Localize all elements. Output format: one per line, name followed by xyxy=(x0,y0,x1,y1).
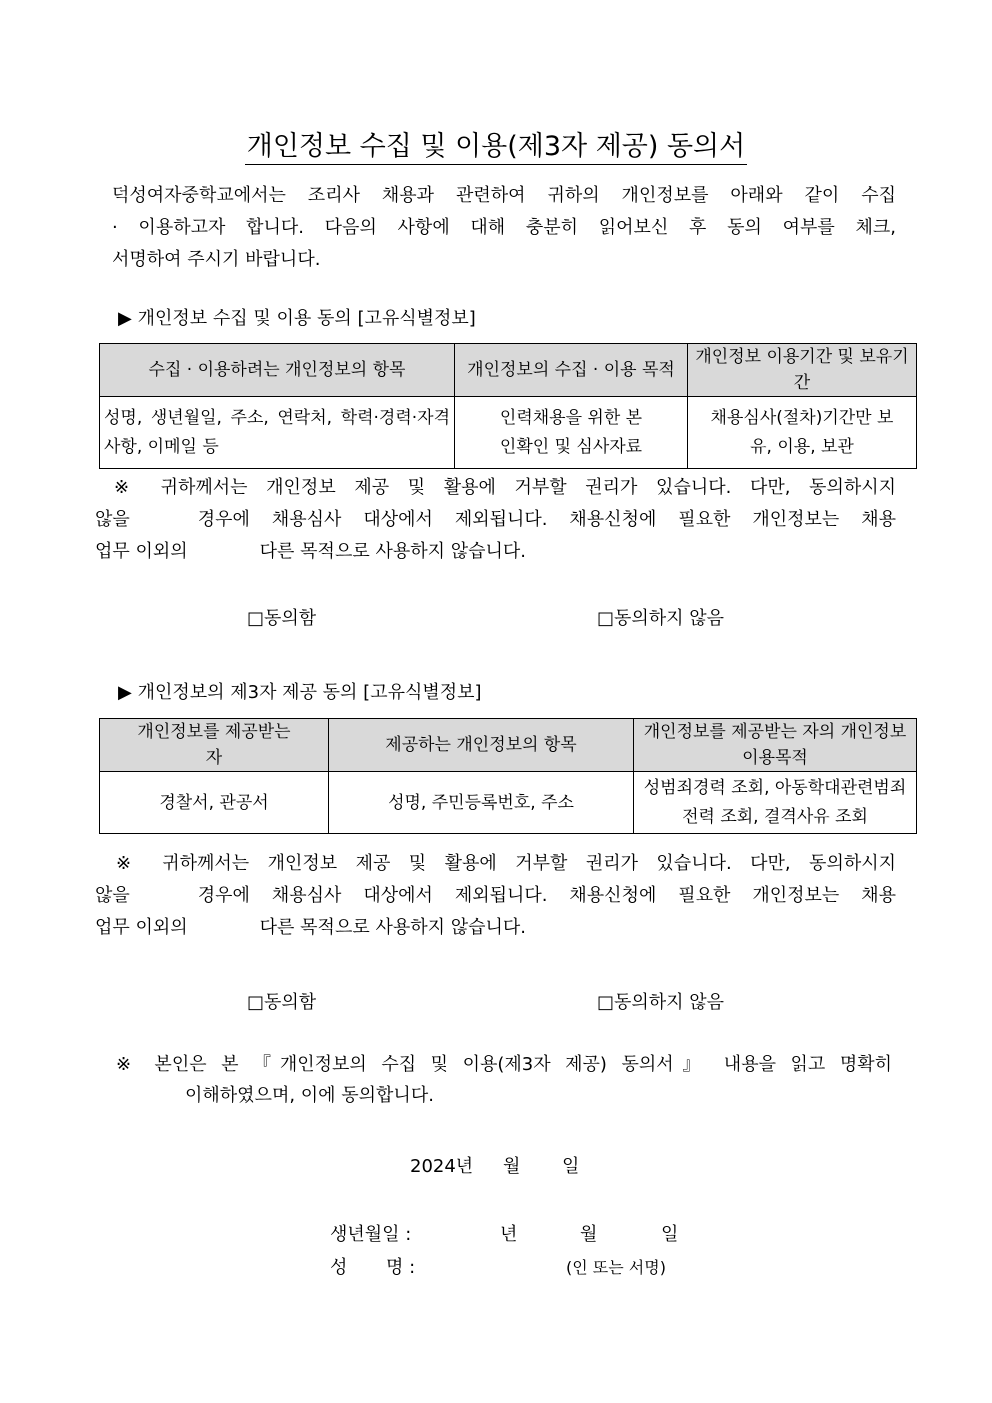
notice2-line-2: 않을 경우에 채용심사 대상에서 제외됩니다. 채용신청에 필요한 개인정보는 채용 xyxy=(95,885,896,906)
section2-disagree-checkbox[interactable]: □동의하지 않음 xyxy=(597,992,725,1013)
birth-year-field[interactable]: 년 xyxy=(500,1224,518,1245)
header-period: 개인정보 이용기간 및 보유기간 xyxy=(688,344,917,397)
notice1-line-2: 않을 경우에 채용심사 대상에서 제외됩니다. 채용신청에 필요한 개인정보는 채용 xyxy=(95,509,896,530)
page-title: 개인정보 수집 및 이용(제3자 제공) 동의서 xyxy=(0,124,992,163)
header-recipient-purpose: 개인정보를 제공받는 자의 개인정보 이용목적 xyxy=(634,719,917,772)
cell-recipient: 경찰서, 관공서 xyxy=(100,772,329,834)
birth-month-field[interactable]: 월 xyxy=(580,1224,598,1245)
collection-table xyxy=(99,343,917,469)
intro-line-3: 서명하여 주시기 바랍니다. xyxy=(112,249,321,270)
birth-day-field[interactable]: 일 xyxy=(661,1224,679,1245)
cell-items: 성명, 생년월일, 주소, 연락처, 학력·경력·자격사항, 이메일 등 xyxy=(100,397,455,469)
header-provided-items: 제공하는 개인정보의 항목 xyxy=(329,719,634,772)
header-items: 수집 · 이용하려는 개인정보의 항목 xyxy=(100,344,455,397)
section2-agree-checkbox[interactable]: □동의함 xyxy=(247,992,317,1013)
signature-field[interactable]: (인 또는 서명) xyxy=(566,1258,666,1277)
notice1-line-3: 업무 이외의 다른 목적으로 사용하지 않습니다. xyxy=(95,541,526,562)
notice2-line-3: 업무 이외의 다른 목적으로 사용하지 않습니다. xyxy=(95,917,526,938)
name-label-2: 명 : xyxy=(386,1257,416,1278)
name-label-1: 성 xyxy=(330,1257,348,1278)
cell-period: 채용심사(절차)기간만 보유, 이용, 보관 xyxy=(688,397,917,469)
header-purpose: 개인정보의 수집 · 이용 목적 xyxy=(455,344,688,397)
confirmation-line-2: 이해하였으며, 이에 동의합니다. xyxy=(185,1085,434,1106)
header-recipient: 개인정보를 제공받는자 xyxy=(100,719,329,772)
notice2-line-1: ※ 귀하께서는 개인정보 제공 및 활용에 거부할 권리가 있습니다. 다만, 동의하시지 xyxy=(116,853,896,874)
cell-provided-items: 성명, 주민등록번호, 주소 xyxy=(329,772,634,834)
birth-label: 생년월일 : xyxy=(330,1224,412,1245)
cell-recipient-purpose: 성범죄경력 조회, 아동학대관련범죄 전력 조회, 결격사유 조회 xyxy=(634,772,917,834)
intro-line-1: 덕성여자중학교에서는 조리사 채용과 관련하여 귀하의 개인정보를 아래와 같이 수집 xyxy=(112,185,896,206)
section1-heading: ▶ 개인정보 수집 및 이용 동의 [고유식별정보] xyxy=(118,308,476,329)
section2-heading: ▶ 개인정보의 제3자 제공 동의 [고유식별정보] xyxy=(118,682,482,703)
section1-agree-checkbox[interactable]: □동의함 xyxy=(247,608,317,629)
third-party-table xyxy=(99,718,917,834)
date-year: 2024년 xyxy=(410,1156,474,1177)
section1-disagree-checkbox[interactable]: □동의하지 않음 xyxy=(597,608,725,629)
notice1-line-1: ※ 귀하께서는 개인정보 제공 및 활용에 거부할 권리가 있습니다. 다만, 동의하시지 xyxy=(114,477,896,498)
date-day: 일 xyxy=(562,1156,580,1177)
confirmation-line-1: ※ 본인은 본 『개인정보의 수집 및 이용(제3자 제공) 동의서』 내용을 읽고 명확히 xyxy=(116,1054,892,1075)
date-month: 월 xyxy=(503,1156,521,1177)
intro-line-2: · 이용하고자 합니다. 다음의 사항에 대해 충분히 읽어보신 후 동의 여부를 체크, xyxy=(112,217,896,238)
cell-purpose: 인력채용을 위한 본인확인 및 심사자료 xyxy=(455,397,688,469)
